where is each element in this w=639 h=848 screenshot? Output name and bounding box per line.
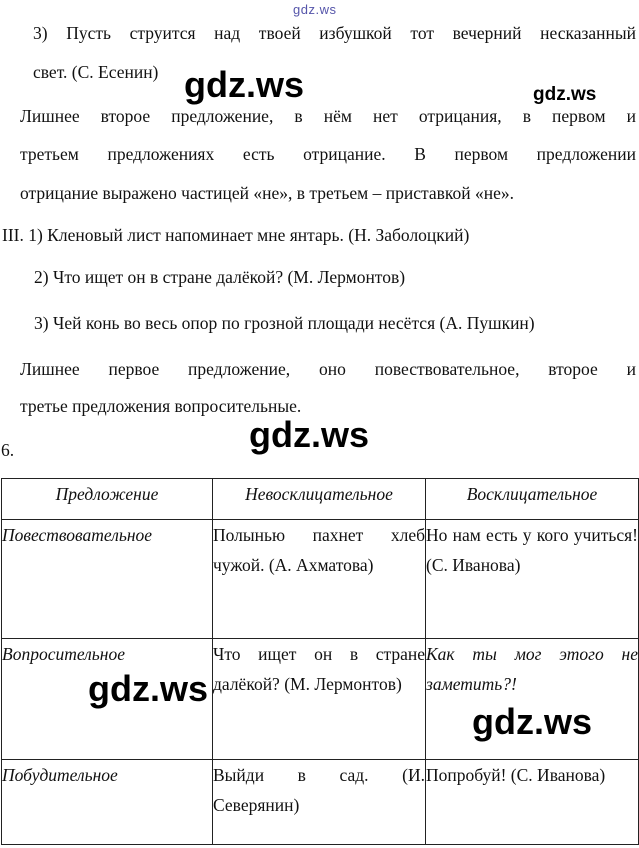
sentence-3-line-1: 3) Пусть струится над твоей избушкой тот вечерний несказанный [33,23,636,43]
table-row [2,520,639,639]
watermark: gdz.ws [184,64,305,105]
explanation-2-line-1: Лишнее второе предложение, в нём нет отрицания, в первом и [20,106,636,126]
table-cell-exclamatory: Попробуй! (С. Иванова) [426,760,639,845]
watermark: gdz.ws [472,701,593,742]
watermark: gdz.ws [533,84,597,105]
explanation-2-line-3: отрицание выражено частицей «не», в третьем – приставкой «не». [20,183,514,203]
explanation-3-line-2: третье предложения вопросительные. [20,396,302,416]
table-header-cell: Восклицательное [426,479,639,520]
watermark: gdz.ws [88,668,209,709]
sentence-types-table [1,478,639,845]
table-cell-type: Повествовательное [2,520,213,639]
task-number: 6. [1,440,15,460]
section-3-sentence-3: 3) Чей конь во весь опор по грозной площади несётся (А. Пушкин) [34,313,535,333]
watermark: gdz.ws [249,414,370,455]
table-cell-type: Вопросительное [2,639,213,760]
table-header-cell: Предложение [2,479,213,520]
table-cell-non-exclamatory: Выйди в сад. (И. Северянин) [213,760,426,845]
table-header-cell: Невосклицательное [213,479,426,520]
section-3-sentence-2: 2) Что ищет он в стране далёкой? (М. Лермонтов) [34,267,406,287]
explanation-3-line-1: Лишнее первое предложение, оно повествовательное, второе и [20,359,636,379]
table-cell-non-exclamatory: Что ищет он в стране далёкой? (М. Лермонтов) [213,639,426,760]
table-cell-type: Побудительное [2,760,213,845]
table-cell-non-exclamatory: Полынью пахнет хлеб чужой. (А. Ахматова) [213,520,426,639]
sentence-3-line-2: свет. (С. Есенин) [33,62,159,82]
table-cell-exclamatory: Как ты мог этого не заметить?! [426,639,639,760]
watermark-top: gdz.ws [293,2,337,17]
section-3-sentence-1: III. 1) Кленовый лист напоминает мне янтарь. (Н. Заболоцкий) [2,225,470,245]
table-header-row [2,479,639,520]
table-cell-exclamatory: Но нам есть у кого учиться! (С. Иванова) [426,520,639,639]
explanation-2-line-2: третьем предложениях есть отрицание. В первом предложении [20,144,636,164]
table-row [2,760,639,845]
